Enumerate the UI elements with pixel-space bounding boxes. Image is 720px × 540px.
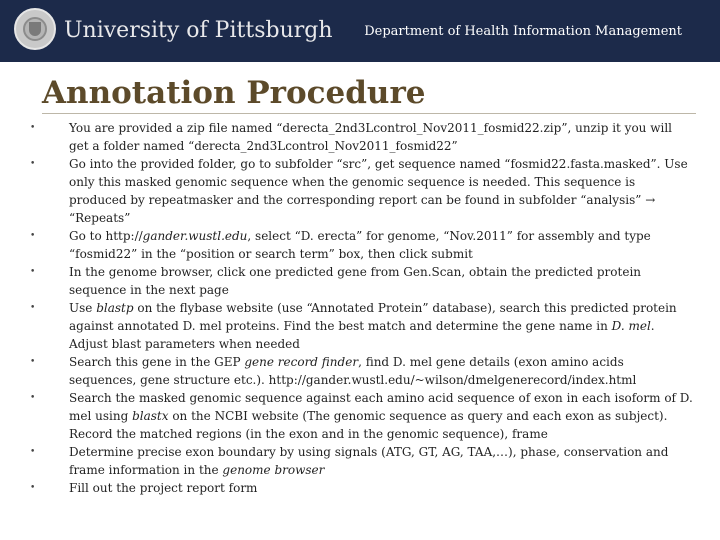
- list-item: [30, 443, 694, 479]
- university-name: University of Pittsburgh: [64, 18, 333, 43]
- list-item: [30, 119, 694, 155]
- list-item: [30, 227, 694, 263]
- list-item-text: [69, 299, 694, 353]
- text-run: . Adjust blast parameters when needed: [69, 319, 655, 351]
- text-run: on the NCBI website (The genomic sequence as query and each exon as subject). Record the matched regions (in the exon and in the genomic sequence), frame: [69, 409, 668, 441]
- procedure-list: [30, 119, 694, 497]
- list-item-text: [69, 479, 694, 497]
- emphasized-text: gander.wustl.edu: [142, 229, 248, 243]
- list-item-text: [69, 389, 694, 443]
- header-bar: [0, 0, 720, 62]
- list-item: [30, 155, 694, 227]
- bullet-icon: [30, 227, 38, 245]
- page-title: Annotation Procedure: [42, 75, 426, 111]
- text-run: Fill out the project report form: [69, 481, 258, 495]
- bullet-icon: [30, 353, 38, 371]
- emphasized-text: gene record finder: [244, 355, 359, 369]
- list-item-text: [69, 119, 694, 155]
- text-run: In the genome browser, click one predicted gene from Gen.Scan, obtain the predicted protein sequence in the next page: [69, 265, 642, 297]
- text-run: , find D. mel gene details (exon amino acids sequences, gene structure etc.). http://gander.wustl.edu/~wilson/dmelgenerecord/index.html: [69, 355, 637, 387]
- list-item-text: [69, 353, 694, 389]
- bullet-icon: [30, 443, 38, 461]
- list-item: [30, 479, 694, 497]
- list-item-text: [69, 263, 694, 299]
- list-item: [30, 353, 694, 389]
- bullet-icon: [30, 299, 38, 317]
- emphasized-text: genome browser: [222, 463, 325, 477]
- emphasized-text: blastp: [96, 301, 134, 315]
- text-run: Use: [69, 301, 97, 315]
- text-run: Search the masked genomic sequence against each amino acid sequence of exon in each isoform of D. mel using: [69, 391, 693, 423]
- title-divider: [42, 113, 696, 114]
- text-run: Determine precise exon boundary by using signals (ATG, GT, AG, TAA,…), phase, conservation and frame information in the: [69, 445, 669, 477]
- text-run: You are provided a zip file named “derecta_2nd3Lcontrol_Nov2011_fosmid22.zip”, unzip it you will get a folder named “derecta_2nd3Lcontrol_Nov2011_fosmid22”: [69, 121, 673, 153]
- bullet-icon: [30, 479, 38, 497]
- emphasized-text: D. mel: [611, 319, 651, 333]
- university-seal-icon: [14, 8, 56, 50]
- text-run: , select “D. erecta” for genome, “Nov.2011” for assembly and type “fosmid22” in the “position or search term” box, then click submit: [69, 229, 651, 261]
- list-item: [30, 263, 694, 299]
- emphasized-text: blastx: [132, 409, 169, 423]
- text-run: Search this gene in the GEP: [69, 355, 245, 369]
- list-item: [30, 389, 694, 443]
- text-run: on the flybase website (use “Annotated Protein” database), search this predicted protein against annotated D. mel proteins. Find the best match and determine the gene name in: [69, 301, 677, 333]
- text-run: Go to http://: [69, 229, 143, 243]
- bullet-icon: [30, 389, 38, 407]
- list-item-text: [69, 227, 694, 263]
- bullet-icon: [30, 155, 38, 173]
- list-item-text: [69, 155, 694, 227]
- department-name: Department of Health Information Management: [364, 24, 682, 39]
- bullet-icon: [30, 263, 38, 281]
- list-item: [30, 299, 694, 353]
- bullet-icon: [30, 119, 38, 137]
- list-item-text: [69, 443, 694, 479]
- text-run: Go into the provided folder, go to subfolder “src”, get sequence named “fosmid22.fasta.masked”. Use only this masked genomic sequence when the genomic sequence is needed. This sequence is produced by repeatmasker and the corresponding report can be found in subfolder “analysis” → “Repeats”: [69, 157, 688, 225]
